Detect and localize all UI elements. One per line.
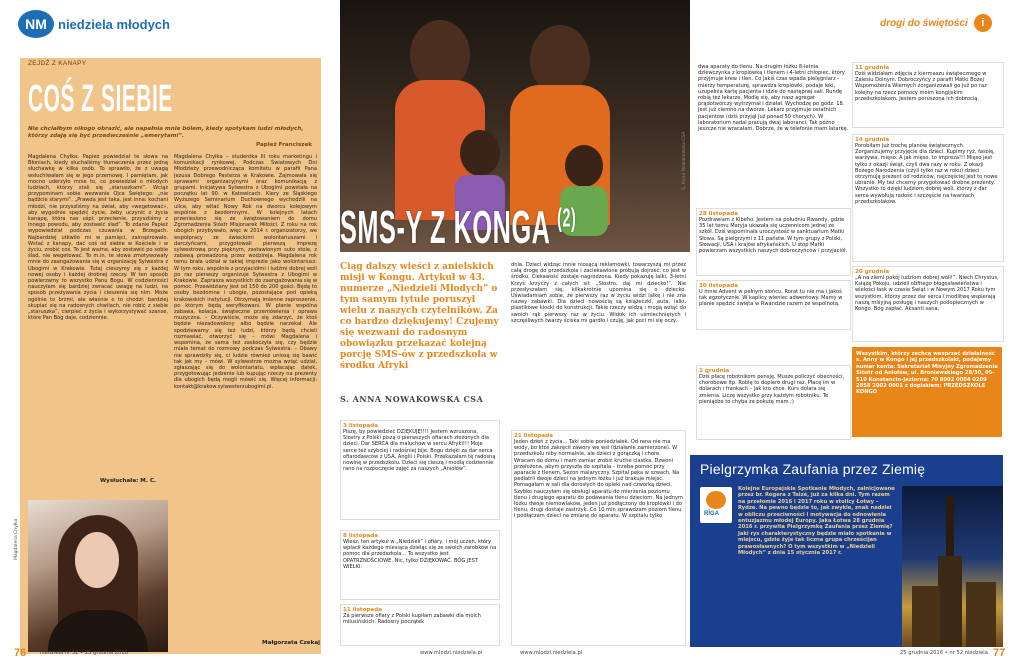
taize-logo [700, 487, 732, 523]
sms-date: 28 listopada [699, 211, 738, 217]
sms-entry [852, 266, 1004, 342]
title-sup: (2) [557, 202, 577, 233]
sms-entry [511, 430, 686, 646]
brand-name: niedziela młodych [58, 16, 170, 32]
article-column-1: Magdalena Chyłka: Papież powiedział te słowa na Błoniach, kiedy słuchaliśmy tłumaczenia przez jedną słuchawkę w kilka osób. To sprawiło, że z uwagą wsłuchiwałam się w jego przemowę. I pamiętam, jak mocno uderzyło mnie to, co powiedział o młodych ludziach, którzy stali się „staruszkami”. Wciąż przypominam sobie wezwanie Ojca Świętego: „nie bądźcie starymi”. „Prawda jest taka, jest inna: kochani młodzi, nie przyszliśmy na świat, aby «wegetować», aby wygodnie spędzić życie, żeby uczynić z życia kanapę, która nas uśpi; przeciwnie, przyszliśmy z innego powodu, aby zostawić ślad”. To zdanie Papież wypowiedział podczas czuwania w Brzegach. Najbardziej utkwiło mi w pamięci, zainspirowało. Wstać z kanapy, dać coś od siebie w Kościele i w życiu, zrobić coś. To jest ważne, aby zostawić po sobie ślad, nie wegetować. To m.in. te słowa zmotywowały mnie do zaangażowania się w organizację Sylwestra z Ubogimi w Krakowie. Tutaj cieszymy się z każdej nowej osoby i każdej drobnej rzeczy. W ten sposób powierzamy to wszystko Panu Bogu. W codzienności nauczyłam się bardziej zwracać uwagę na ludzi, na sposób przeżywania życia i cieszenia się nim. Może ogólnie to brzmi, ale właśnie o to chodzi: bardziej skupiać się na radosnych chwilach, nie robić z siebie „staruszka”, cierpieć z życia i wykorzystywać szanse, które Pan Bóg daje, codziennie. [28, 154, 168, 322]
headline: COŚ Z SIEBIE [28, 78, 173, 120]
sms-entry [696, 62, 851, 207]
lead-quote: Nie chciałbym nikogo obrazić, ale napełnia mnie bólem, kiedy spotykam ludzi młodych, którzy zdają się być przedwcześnie „emerytami”. [28, 126, 304, 139]
sms-text: Za pierwsze ofiary z Polski kupiłam zabawki dla moich milusińskich. Radosny początek [343, 613, 481, 626]
title-text: SMS-Y Z KONGA [340, 201, 550, 253]
author-signature: Małgorzata Czekaj [262, 640, 321, 646]
page-number-right: 77 [993, 647, 1006, 659]
sms-text: Pozdrawiam z Kibeho. Jestem na południu Rwandy, gdzie 35 lat temu Maryja ukazała się uczennicom jednej ze szkół. Dziś wspominała uroczystość w sanktuarium Matki Słowa. Są pielgrzymi z 11 państw. W tym grupy z Polski, Słowacji, USA i krajów afrykańskich. U stóp Matki powierzam wszystkich naszych dobroczyńców i przyjaciół. [699, 217, 848, 255]
sms-date: 3 listopada [343, 423, 379, 429]
section-label: ZEJDŹ Z KANAPY [28, 60, 87, 67]
article-column-2: Magdalena Chyłka – studentka III roku marketingu i komunikacji rynkowej. Podczas Światowych Dni Młodzieży przewodnicząca komitetu w parafii Pana Jezusa Dobrego Pasterza w Krakowie. Zajmowała się sprawami organizacyjnymi oraz komunikacją z grupami. Inicjatywa Sylwestra z Ubogimi powstała na początku lat 90. w Katowicach. Kiery ze Śląskiego Wyższego Seminarium Duchownego wychodzili na ulice, aby witać Nowy Rok na dworcu kolejowym wspólnie z bezdomnymi. W kolejnych latach przeniesiono się ze świętowaniem do domu Zgromadzenia Sióstr Misjonarek Miłości. Z roku na rok ubogich przybywało, więc w 2014 r. organizatorzy, we współpracy ze świeckimi wolontariuszami i darczyńcami, przygotowali pierwszą imprezę sylwestrową przy pięknym, zastawionym suto stole, z zabawą prowadzoną przez wodzireja. Magdalena rok temu brała udział w takiej imprezie jako wolontariusz. W tym roku, wspólnie z przyjaciółmi i ludźmi dobrej woli po raz pierwszy organizuje Sylwestra z Ubogimi w Krakowie. Zaprasza wszystkich do zaangażowania się w pomoc. Przewidziany jest od 150 do 200 gości. Będą to osoby bezdomne i ubogie, pozostające pod opieką krakowskich instytucji. Otrzymają imienne zaproszenie, po którym będą weryfikowani. W planie wspólna zabawa, kolacja, świąteczne przemówienia i oprawa muzyczna. – Oczywiście, może się zdarzyć, że ktoś będzie niezadowolony albo będzie narzekał. Ale spodziewamy się też ludzi, którzy będą chcieli rozmawiać, otworzyć się – mówi Magdalena i wspomina, że sama też zaskoczyła się, czy będzie miała temat do rozmowy podczas Sylwestra. – Obawy nie sprawdziły się, ci ludzie również uniosą się bawić tak jak my – mówi. W sylwestrze można wziąć udział, zgłaszając się do wolontariatu, wpłacając datek, przygotowując jedzenie lub kupując rzeczy na prezenty dla ubogich będą mogli mówić się. Więcej informacji: kontakt@krakow.sylwesterzubogimi.pl. [174, 154, 317, 390]
sms-date: 11 grudnia [855, 65, 890, 71]
footer-url-right[interactable]: www.mlodzi.niedziela.pl [520, 650, 583, 656]
sms-entry [696, 365, 851, 440]
footer-right: 25 grudnia 2016 • nr 52 niedziela [900, 650, 988, 656]
sms-entry [852, 134, 1004, 262]
article-author: S. ANNA NOWAKOWSKA CSA [340, 394, 484, 404]
sms-date: 8 listopada [343, 533, 379, 539]
brand-logo [18, 10, 170, 38]
sms-date: 14 grudnia [855, 137, 890, 143]
riga-photo [902, 486, 1003, 647]
sms-text: Jeden dzień z życia... Taki sobie poniedziałek. Od rana nie ma wody, bo ktoś zakręcił zawory we wsi (działanie zamierzone). W przedszkolu niby normalnie, ale dzieci z gorączką i chore. Wracam do domu i mam zamiar zrobić kruche ciastka. Dzwoni przełożona, abym przyszła do szpitala – trzeba pomóc przy aparacie z tlenem. Sezon malaryczny. Szpital pęka w szwach. Na pediatrii dwoje dzieci na jednym łóżku i już brakuje miejsc. Pomagałam w sali dla dorosłych do opieki nad czworką dzieci. Szybko nauczyłam się obsługi aparatu do mierzenia poziomu tlenu i drugiego aparatu do podawania tlenu dzieciom. Na jednym łóżku dwoje niemowlaków, jeden już podłączony do kroplówki i do tlenu, drugi dostaje zastrzyk. Co 10 min sprawdzam poziom tlenu i podłączam dzieci na zmianę do aparatu. W szpitalu tylko [514, 439, 683, 520]
sms-date: 11 listopada [343, 607, 382, 613]
brand-mark: NM [18, 10, 54, 38]
sms-text: „A na ziemi pokój ludziom dobrej woli!”. Niech Chrystus, Książę Pokoju, udzieli obfitego błogosławieństwa i wielości łask w czasie Świąt i w Nowym 2017 Roku tym wszystkim, którzy przez dar serca i modlitwę wspierają naszą misyjną posługę i naszych podopiecznych w Kongo. Bóg zapłać. Aksanti sana. [855, 275, 999, 313]
page-number-left: 76 [14, 647, 27, 659]
footer-left: niedziela nr 52 • 25 grudnia 2016 [40, 650, 128, 656]
sms-date: 20 grudnia [855, 269, 890, 275]
sms-entry [696, 208, 851, 276]
sms-text: U mnie Advent w pełnym słońcu. Rorat tu nie ma i jakoś tak egzotycznie. W kaplicy wieniec adwentowy. Mamy w planie spędzić święta w Rwandzie razem ze wspólnotą. [699, 289, 843, 308]
pilgrimage-text: Kolejne Europejskie Spotkanie Młodych, zainicjowane przez br. Rogera z Taizé, już za kilka dni. Tym razem na przełomie 2016 i 2017 roku w stolicy Łotwy – Rydze. Na pewno będzie to, jak zwykle, znak nadziei w obliczu przeciwności i motywacja do odnowienia entuzjazmu młodej Europy. Jaka Łotwa 28 grudnia 2016 r. przywita Pielgrzymkę Zaufania przez Ziemię? Jaki rys charakterystyczny będzie miało spotkanie w miejscu, gdzie żyje tak liczna grupa chrześcijan prawosławnych? O tym wszystkim w „Niedzieli Młodych” z dnia 15 stycznia 2017 r. [738, 486, 895, 557]
sms-entry [340, 530, 500, 600]
sms-entry [696, 280, 851, 330]
sms-date: 1 grudnia [699, 368, 730, 374]
sms-entry [340, 604, 500, 646]
sms-text: Dziś płacę robotnikom pensję. Musze policzyć obecności, chorobowe itp. Robię to dopiero drugi raz. Płacę im w dolarach i frankach – jak kto chce. Kurs dolara się zmienia. Liczę wszystko przy każdym robotniku. Te pieniądze to chyba za pokutę mam ;) [699, 374, 845, 405]
sms-text: dwa aparaty do tlenu. Na drugim łóżku 8-letnia dziewczynka z kroplówką i tlenem i 4-letni chłopiec, który przyjmuje krew i tlen. Co jakiś czas wpada pielęgniarz – mierzy temperaturę, sprawdza kroplówki, podaje leki, uzupełnia kartę pacjenta i idzie do następnej sali. Rundę robią też lekarze. Modlę się, aby nasz agregat prądotwórczy wytrzymał i działał. Wychodzę po godz. 18. Jest już ciemno na dworze. Lekarz przyjmuje ostatnich pacjentów (dziś przyjął już ponad 50 chorych). W laboratorium nadal pracują dwaj laboranci. Tak późno jeszcze nie wracałam. Dobrze, że w telefonie mam latarkę. [698, 64, 849, 133]
logo-text: RĪGA [704, 511, 719, 517]
portrait-photo [28, 500, 168, 652]
donation-box: Wszystkim, którzy zechcą wesprzeć działalność s. Anny w Kongo i jej przedszkolaki, podajemy numer konta: Sekretariat Misyjny Zgromadzenia Sióstr od Aniołów, ul. Broniewskiego 28/30, 05-510 Konstancin-Jeziorna: 70 8002 0004 0209 2858 2002 0001 z dopiskiem: PRZEDSZKOLE KONGO [852, 347, 1002, 437]
sms-text: Dziś widziałam zdjęcia z kiermaszu świątecznego w Zalesiu Dolnym. Dobroczyńcy z parafii Matki Bożej Wspomożenia Wiernych zorganizowali go już po raz kolejny na rzecz pomocy moim kongijskim przedszkolakom. Jestem poruszona ich dobrocią. [855, 71, 987, 102]
lead-author: Papież Franciszek [256, 142, 312, 148]
info-icon: i [974, 14, 992, 32]
photo-credit: Magdalena Chyłka [14, 518, 19, 560]
sms-date: 30 listopada [699, 283, 738, 289]
section-label: drogi do świętości [880, 17, 968, 29]
sms-text: Piszę, by powiedzieć DZIĘKUJĘ!!!! Jestem wzruszona. Siostry z Polski piszą o pierwszych ofiarach złożonych dla dzieci. Dar SERCA dla maluchów w sercu Afryki!!! Moje serce też szybciej i radośniej bije. Bogu dzięki za dar serca ofiarodawców z USA, Anglii i Polski. Przekazałam tę radosną nowinę w przedszkolu. Dzieci się cieszą i modlą codziennie rano na rozpoczęcie zajęć za naszych „Aniołów”. [343, 429, 496, 473]
sms-text: Porobiłam już trochę planów świątecznych. Zorganizujemy przyjęcie dla dzieci. Kupimy ryż, fasolę, warzywa, mięso. A jak mięso, to impreza!!! Mięso jest tylko z okazji świąt, czyli dwa razy w roku. Z okazji Bożego Narodzenia (czyli tylko raz w roku) dzieci otrzymują prezent od rodziców, najczęściej jest to nowe ubranie. My też chcemy przygotować drobne prezenty. Wszystko to dzięki ludziom dobrej woli, którzy z dar serca wywołują radość i szczęście na twarzach przedszkolaków. [855, 143, 998, 205]
interview-signature: Wysłuchała: M. C. [100, 478, 157, 484]
article-title [340, 200, 576, 254]
sms-entry [340, 420, 500, 520]
section-header [880, 14, 992, 32]
sms-text: Wiesz, ten artykuł w „Niedzieli” i ofiary, i mój uczeń, który wpłacił każdego miesiąca dzieląc się ze swoich zarobków na pomoc dla przedszkola... To wszystko jest OPATRZNOŚCIOWE. Nic, tylko DZIĘKOWAĆ. BÓG JEST WIELKI. [343, 539, 497, 570]
article-column-3: dnia. Dzieci widząc mnie niosącą reklamówki, towarzyszą mi przez całą drogę do przedszkola i zaciekawione próbują dojrzeć, co jest w środku. Ciekawość zostaje nagrodzona. Kiedy pokazuję lalki, 3-letni Krzyś krzyczy z całych sił: „Siostro, daj mi dziecko!”. Nie przesłyszałam się, kilkakrotnie upomina się o dziecko. Uświadamiam sobie, że pierwszy raz w życiu widzi lalkę i nie zna nazwy zabawki. Dla dzieci nowością są książeczki, auta, lalki, plastikowe klocki do konstrukcji. Takie rzeczy widzą i mogą wziąć do swoich rąk pierwszy raz w życiu. Widok ich uśmiechniętych i szczęśliwych twarzy ściska mi gardło i czuję, jak poci mi się oczy. [511, 262, 686, 324]
article-lead: Ciąg dalszy wieści z anielskich misji w Kongu. Artykuł w 43. numerze „Niedzieli Młodych” o tym samym tytule poruszył wielu z naszych czytelników. Za co bardzo dziękujemy! Czujemy się wezwani do radosnym obowiązku przekazać kolejną porcję SMS-ów z przedszkola w środku Afryki [340, 262, 499, 371]
pilgrimage-title: Pielgrzymka Zaufania przez Ziemię [700, 461, 926, 477]
footer-url-left[interactable]: www.mlodzi.niedziela.pl [420, 650, 483, 656]
photo-credit: S. Anna Nowakowska CSA [682, 131, 687, 190]
sms-entry [852, 62, 1004, 128]
sms-date: 21 listopada [514, 433, 553, 439]
